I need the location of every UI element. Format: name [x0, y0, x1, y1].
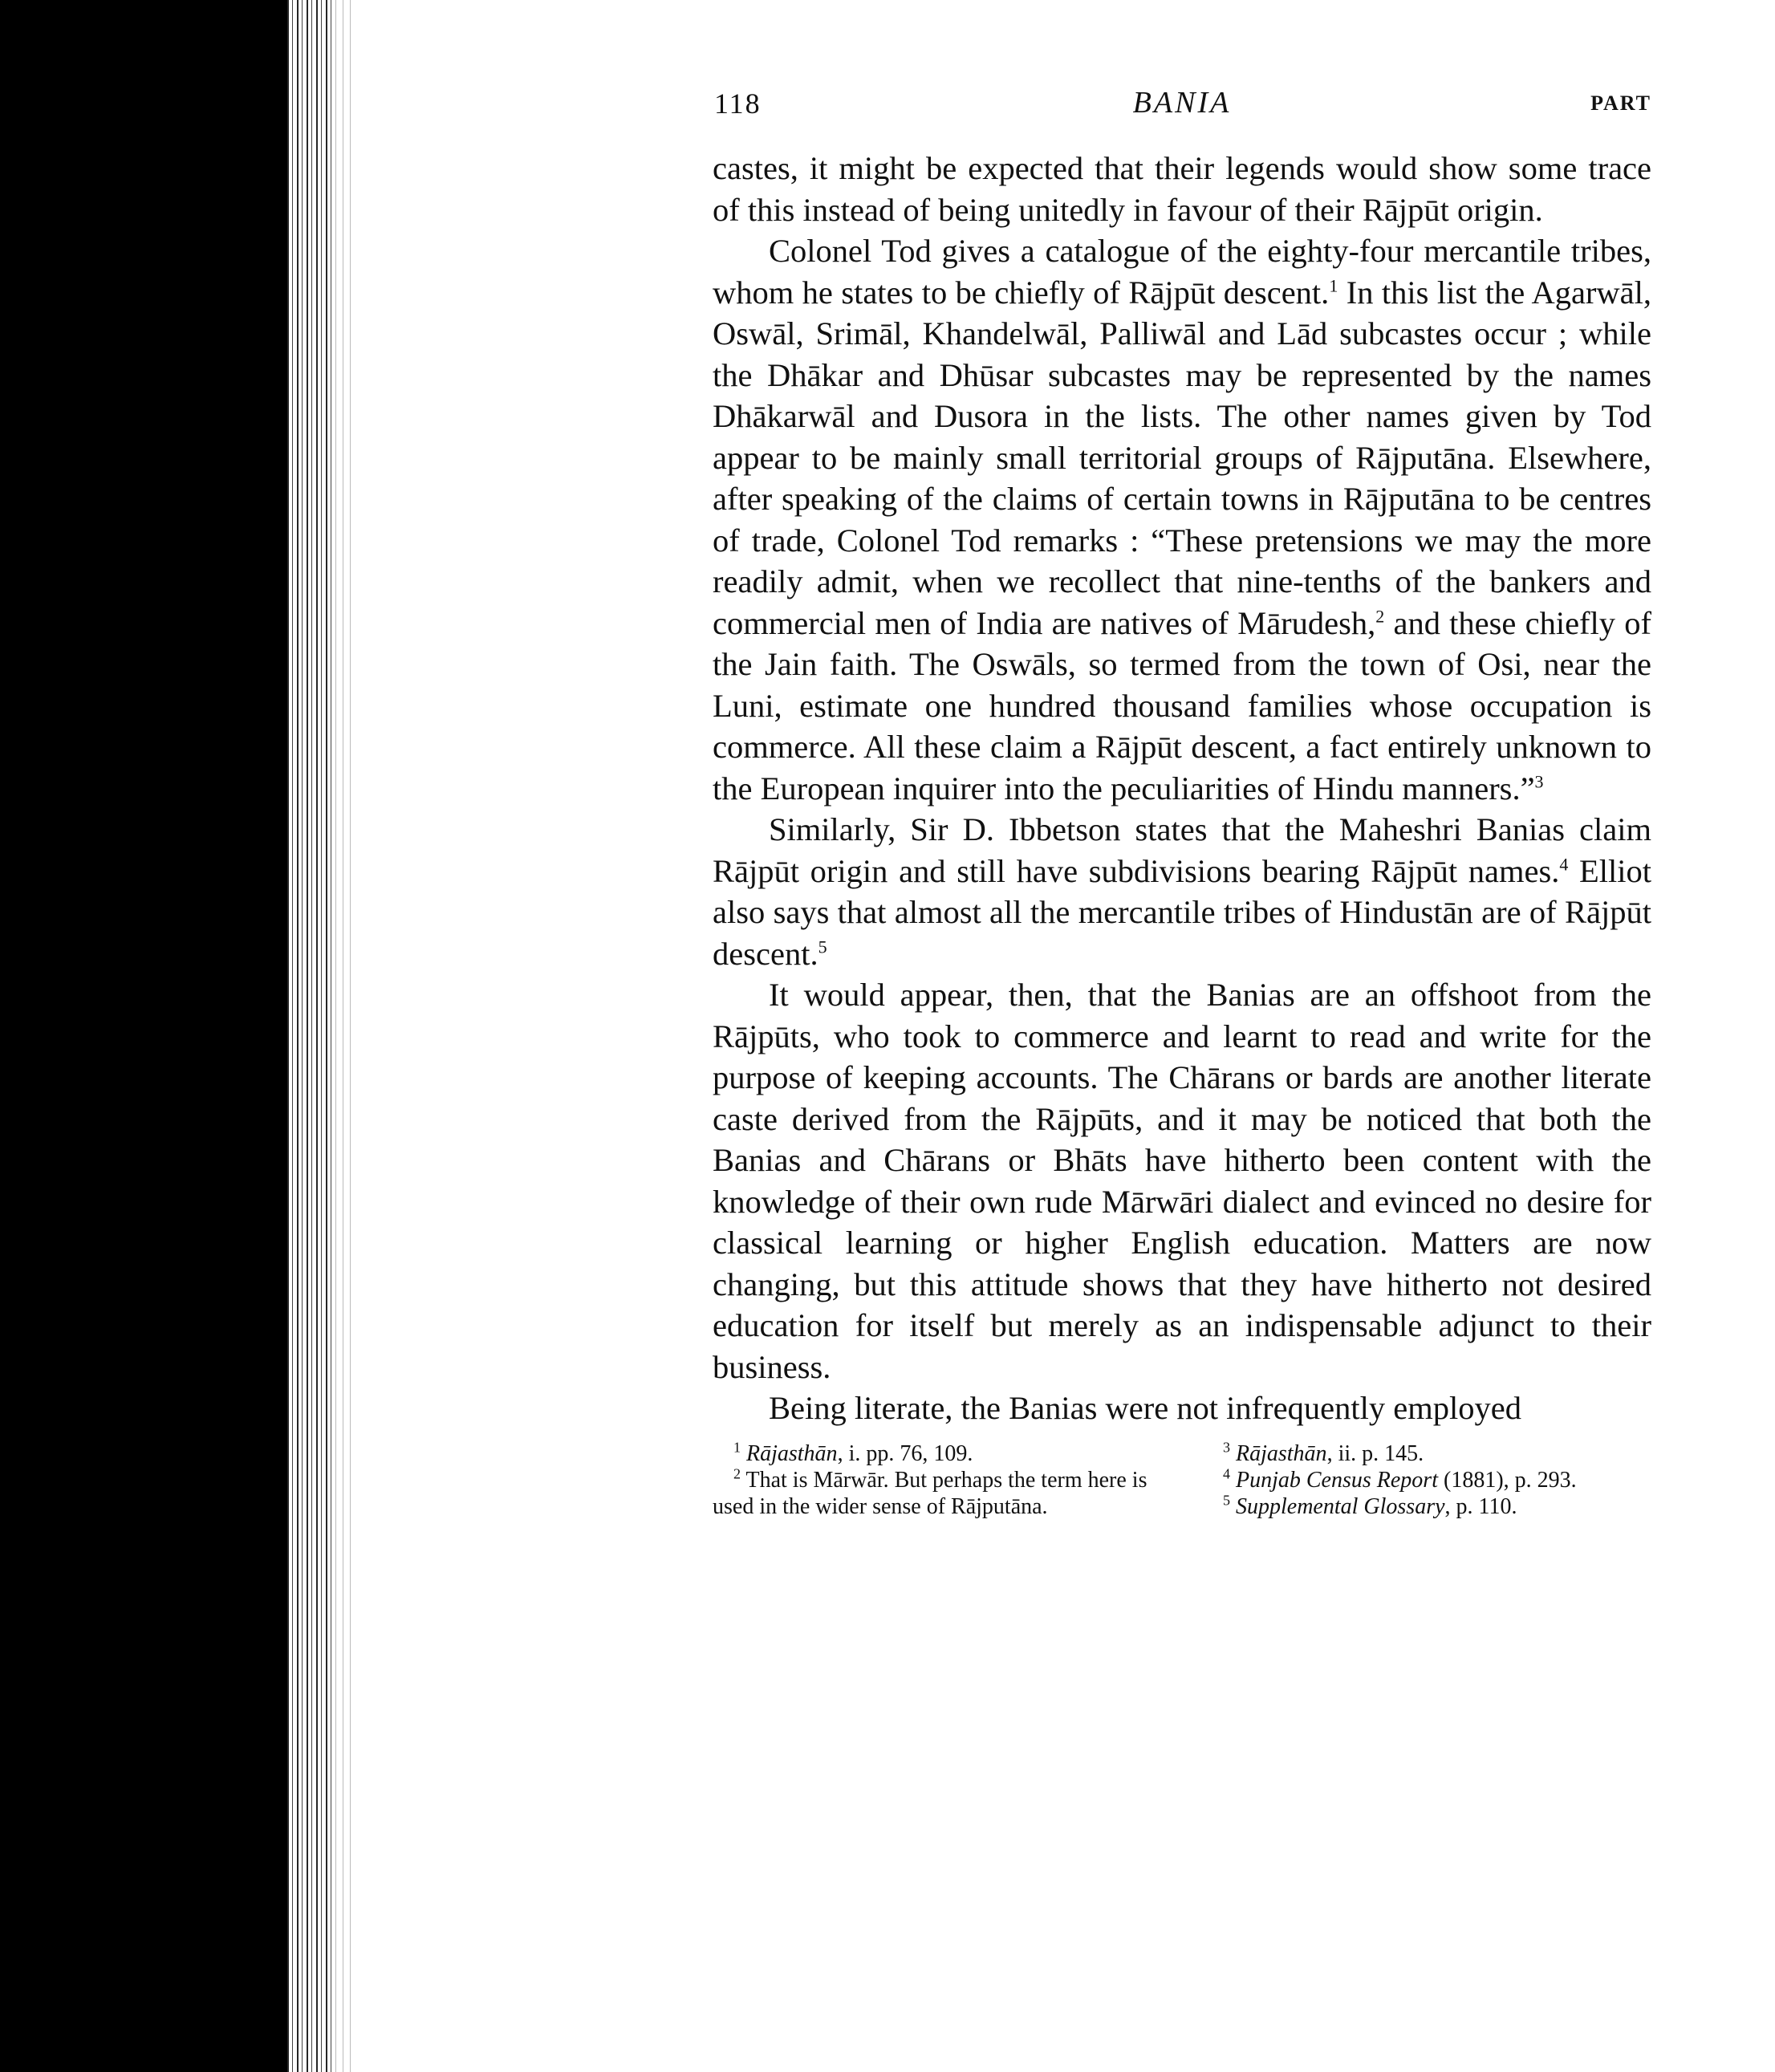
text-run: Similarly, Sir D. Ibbetson states that the Maheshri Banias claim Rājpūt origin and still have subdivisions bearing Rājpūt names. [713, 811, 1651, 889]
running-title: BANIA [1132, 86, 1232, 120]
text-run: Being literate, the Banias were not infrequently employed [769, 1390, 1521, 1426]
part-label: PART [1590, 91, 1651, 115]
footnote-ref: 5 [818, 936, 827, 957]
footnote [1202, 1493, 1651, 1520]
paragraph [713, 809, 1651, 974]
footnote-number: 3 [1223, 1439, 1230, 1456]
paragraph [713, 1387, 1651, 1429]
text-run: Colonel Tod gives a catalogue of the eighty-four mercantile tribes, whom he states to be chiefly of Rājpūt descent. [713, 233, 1651, 311]
text-run: , i. pp. 76, 109. [837, 1440, 973, 1466]
text-run: , p. 110. [1444, 1493, 1517, 1519]
paragraph [713, 148, 1651, 230]
footnotes-left-column [713, 1440, 1162, 1520]
footnote-number: 1 [733, 1439, 741, 1456]
italic-title: Supplemental Glossary [1236, 1493, 1445, 1519]
footnote-ref: 4 [1559, 854, 1569, 874]
paragraph [713, 230, 1651, 809]
footnote-number: 4 [1223, 1465, 1230, 1482]
text-run: , ii. p. 145. [1326, 1440, 1424, 1466]
body-text [713, 148, 1651, 1429]
page-number: 118 [714, 87, 762, 120]
text-run: and these chiefly of the Jain faith. The Oswāls, so termed from the town of Osi, near the Luni, estimate one hundred thousand families whose occupation is commerce. All these claim a Rājpūt descent, a fact entirely unknown to the European inquirer into the peculiarities of Hindu manners.” [713, 604, 1651, 806]
text-run: (1881), p. 293. [1438, 1467, 1577, 1493]
italic-title: Rājasthān [746, 1440, 838, 1466]
footnote-ref: 1 [1329, 275, 1338, 295]
footnote [713, 1467, 1162, 1520]
binding-fade [335, 0, 356, 2072]
footnote [1202, 1440, 1651, 1467]
footnotes-right-column [1202, 1440, 1651, 1520]
text-run: castes, it might be expected that their legends would show some trace of this instead of being unitedly in favour of their Rājpūt origin. [713, 150, 1651, 228]
running-head [713, 80, 1651, 136]
paragraph [713, 974, 1651, 1387]
footnote-number: 2 [733, 1465, 741, 1482]
binding-edge [0, 0, 287, 2072]
footnote [713, 1440, 1162, 1467]
italic-title: Punjab Census Report [1236, 1467, 1438, 1493]
text-run: That is Mārwār. But perhaps the term here is used in the wider sense of Rājputāna. [713, 1467, 1147, 1519]
text-run: In this list the Agarwāl, Oswāl, Srimāl, Khandelwāl, Palliwāl and Lād subcastes occur ; while the Dhākar and Dhūsar subcastes may be represented by the names Dhākarwāl and Dusora in the lists. The other names given by Tod appear to be mainly small territorial groups of Rājputāna. Elsewhere, after speaking of the claims of certain towns in Rājputāna to be centres of trade, Colonel Tod remarks : “These pretensions we may the more readily admit, when we recollect that nine-tenths of the bankers and commercial men of India are natives of Mārudesh, [713, 274, 1652, 641]
footnote [1202, 1467, 1651, 1493]
book-page [713, 80, 1651, 1520]
footnote-ref: 2 [1375, 606, 1385, 626]
text-run: Elliot also says that almost all the mercantile tribes of Hindustān are of Rājpūt descent. [713, 852, 1652, 972]
footnote-number: 5 [1223, 1492, 1230, 1509]
italic-title: Rājasthān [1236, 1440, 1327, 1466]
text-run: It would appear, then, that the Banias are an offshoot from the Rājpūts, who took to commerce and learnt to read and write for the purpose of keeping accounts. The Chārans or bards are another literate caste derived from the Rājpūts, and it may be noticed that both the Banias and Chārans or Bhāts have hitherto been content with the knowledge of their own rude Mārwāri dialect and evinced no desire for classical learning or higher English education. Matters are now changing, but this attitude shows that they have hitherto not desired education for itself but merely as an indispensable adjunct to their business. [713, 977, 1651, 1385]
binding-lines [287, 0, 335, 2072]
footnotes [713, 1440, 1651, 1520]
footnote-ref: 3 [1534, 771, 1544, 791]
